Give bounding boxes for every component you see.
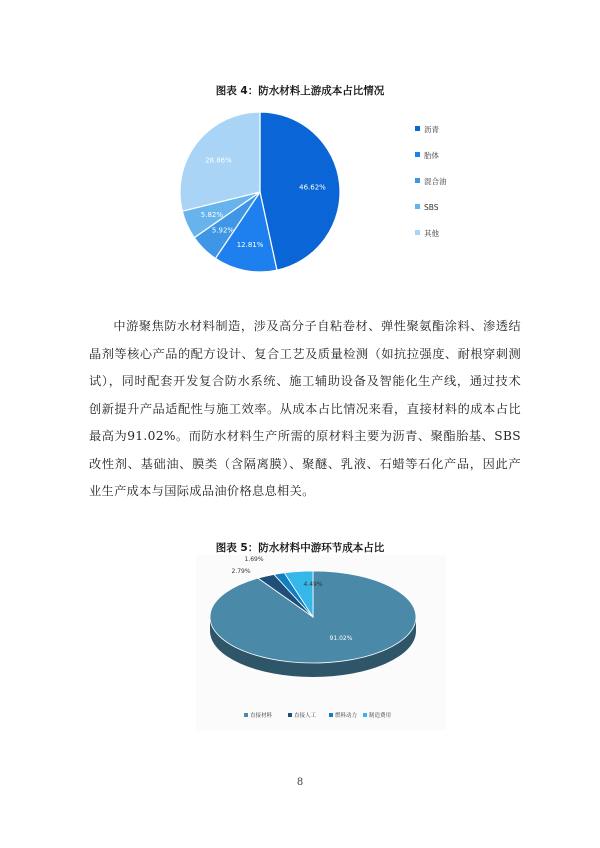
legend-label-0: 沥青 (424, 125, 439, 134)
body-paragraph: 中游聚焦防水材料制造，涉及高分子自粘卷材、弹性聚氨酯涂料、渗透结晶剂等核心产品的配方设计、复合工艺及质量检测（如抗拉强度、耐根穿刺测试），同时配套开发复合防水系统、施工辅助设备及智能化生产线，通过技术创新提升产品适配性与施工效率。从成本占比情况来看，直接材料的成本占比最高为91.02%。而防水材料生产所需的原材料主要为沥青、聚酯胎基、SBS 改性剂、基础油、膜类（含隔离膜）、聚醚、乳液、石蜡等石化产品，因此产业生产成本与国际成品油价格息息相关。 (89, 319, 521, 498)
data-label-4: 28.86% (205, 156, 232, 165)
figure5-caption: 图表 5：防水材料中游环节成本占比 (215, 542, 385, 554)
figure4-caption: 图表 4：防水材料上游成本占比情况 (215, 85, 385, 97)
page-number: 8 (296, 777, 304, 788)
legend-swatch-2 (329, 713, 333, 717)
legend-swatch-1 (415, 152, 420, 157)
legend-swatch-0 (415, 126, 420, 131)
legend-label-3: 制造费用 (369, 713, 392, 719)
cost-pie-chart-upstream (160, 100, 460, 285)
chart1-svg (160, 100, 460, 285)
legend-label-1: 胎体 (424, 151, 439, 160)
data-label-3: 5.82% (200, 210, 224, 219)
data-label-0: 91.02% (329, 635, 353, 642)
legend-swatch-1 (288, 713, 292, 717)
legend-swatch-0 (244, 713, 248, 717)
chart2-svg (196, 555, 446, 730)
data-label-2: 5.92% (211, 226, 235, 235)
data-label-3: 4.49% (303, 581, 323, 588)
legend-label-3: SBS (424, 203, 439, 212)
data-label-0: 46.62% (299, 183, 326, 192)
legend-label-2: 混合油 (424, 177, 447, 186)
data-label-2: 1.69% (244, 556, 264, 563)
legend-label-1: 直接人工 (294, 713, 317, 719)
legend-swatch-3 (363, 713, 367, 717)
legend-label-0: 直接材料 (250, 713, 273, 719)
body-paragraph-block (89, 313, 521, 506)
legend-label-2: 燃料动力 (335, 713, 358, 719)
legend-swatch-3 (415, 204, 420, 209)
data-label-1: 12.81% (236, 240, 264, 249)
data-label-1: 2.79% (231, 568, 251, 575)
legend-swatch-2 (415, 178, 420, 183)
legend-swatch-4 (415, 230, 420, 235)
legend-label-4: 其他 (424, 229, 439, 238)
cost-pie-chart-midstream (196, 555, 446, 730)
